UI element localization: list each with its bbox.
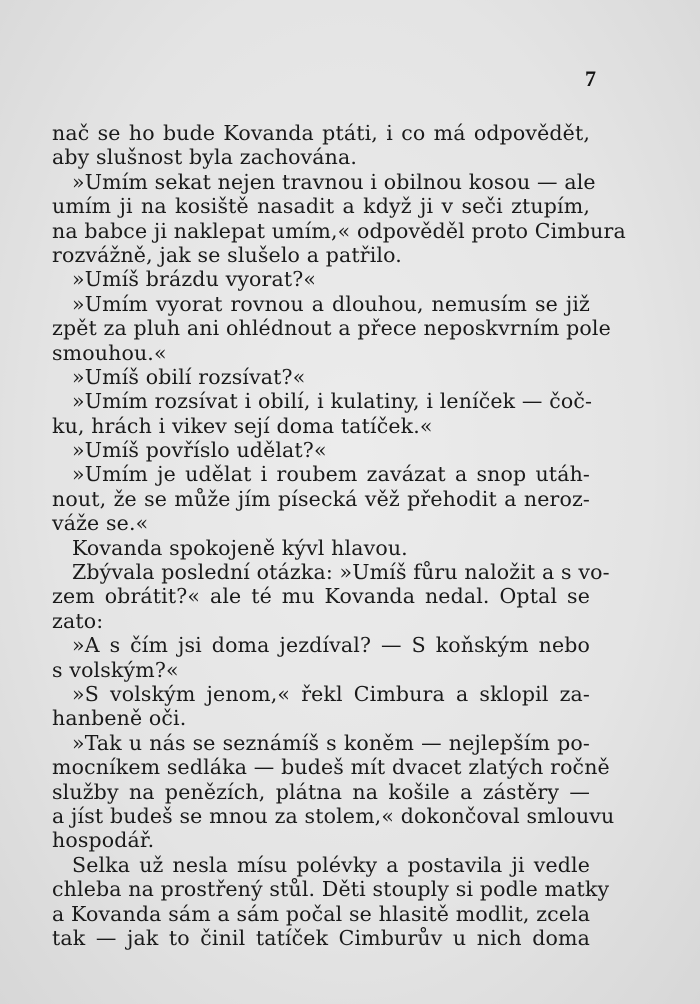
text-line: zpět za pluh ani ohlédnout a přece neposkvrním pole (52, 316, 611, 341)
text-line: služby na penězích, plátna na košile a zástěry — (52, 779, 590, 804)
text-line: váže se.« (52, 511, 149, 536)
text-line: na babce ji naklepat umím,« odpověděl proto Cimbura (52, 218, 626, 243)
text-line: umím ji na kosiště nasadit a když ji v seči ztupím, (52, 194, 590, 219)
text-line: zato: (52, 608, 104, 633)
text-line: aby slušnost byla zachována. (52, 145, 358, 170)
text-line: a jíst budeš se mnou za stolem,« dokončoval smlouvu (52, 803, 615, 828)
text-line: »Umíš obilí rozsívat?« (72, 364, 306, 389)
text-line: smouhou.« (52, 340, 167, 365)
text-line: nač se ho bude Kovanda ptáti, i co má odpovědět, (52, 121, 590, 145)
text-line: zem obrátit?« ale té mu Kovanda nedal. Optal se (52, 584, 590, 609)
text-line: »Tak u nás se seznámíš s koněm — nejlepším po- (72, 730, 590, 755)
text-line: chleba na prostřený stůl. Děti stouply si podle matky (52, 877, 610, 902)
text-line: Zbývala poslední otázka: »Umíš fůru naložit a s vo- (72, 560, 610, 585)
text-line: a Kovanda sám a sám počal se hlasitě modlit, zcela (52, 901, 591, 926)
text-line: »Umím vyorat rovnou a dlouhou, nemusím se již (72, 291, 590, 316)
text-line: hospodář. (52, 828, 155, 853)
text-line: »Umím sekat nejen travnou i obilnou kosou — ale (72, 169, 596, 194)
text-line: Kovanda spokojeně kývl hlavou. (72, 535, 408, 560)
text-line: »Umím rozsívat i obilí, i kulatiny, i leníček — čoč- (72, 389, 593, 414)
text-line: »A s čím jsi doma jezdíval? — S koňským nebo (72, 633, 590, 658)
text-line: »S volským jenom,« řekl Cimbura a sklopil za- (72, 681, 590, 706)
text-line: tak — jak to činil tatíček Cimburův u nich doma (52, 925, 590, 950)
text-line: hanbeně oči. (52, 706, 187, 731)
body-text (52, 121, 626, 950)
text-line: nout, že se může jím písecká věž přehodit a neroz- (52, 486, 590, 511)
text-line: »Umíš povříslo udělat?« (72, 438, 327, 463)
text-line: ku, hrách i vikev sejí doma tatíček.« (52, 413, 433, 438)
text-line: s volským?« (52, 657, 179, 682)
page-number: 7 (585, 66, 596, 91)
text-line: Selka už nesla mísu polévky a postavila ji vedle (72, 852, 590, 877)
text-line: »Umím je udělat i roubem zavázat a snop utáh- (72, 462, 590, 487)
text-line: »Umíš brázdu vyorat?« (72, 267, 317, 292)
text-line: mocníkem sedláka — budeš mít dvacet zlatých ročně (52, 755, 610, 780)
text-line: rozvážně, jak se slušelo a patřilo. (52, 242, 402, 267)
